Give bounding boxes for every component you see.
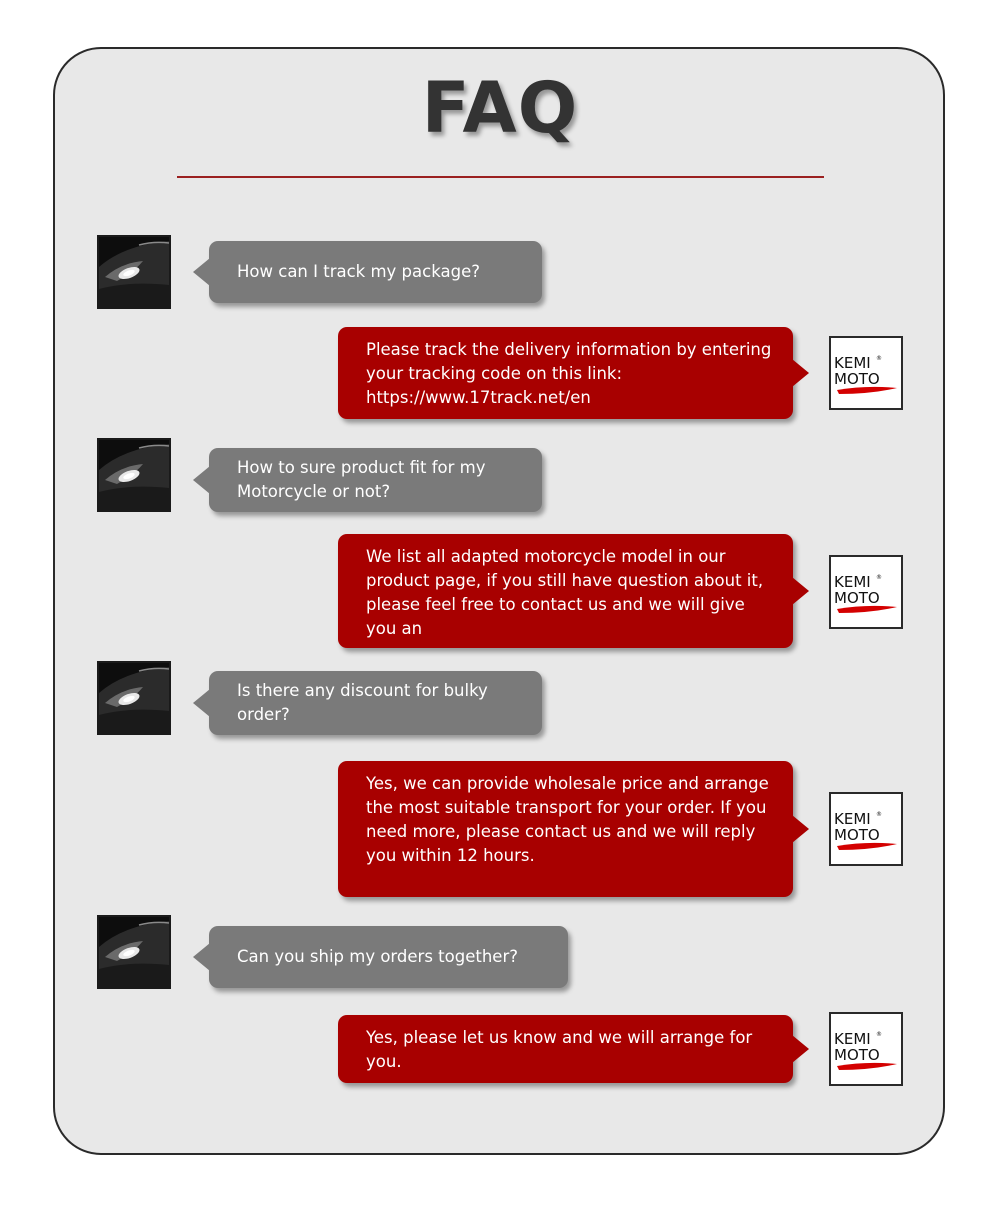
kemimoto-logo — [829, 1012, 903, 1086]
question-bubble — [209, 241, 542, 303]
svg-text:®: ® — [876, 355, 882, 362]
kemimoto-logo — [829, 555, 903, 629]
kemimoto-logo — [829, 336, 903, 410]
svg-text:KEMI: KEMI — [834, 1030, 871, 1048]
kemimoto-logo — [829, 792, 903, 866]
svg-text:®: ® — [876, 574, 882, 581]
answer-text: Please track the delivery information by entering your tracking code on this link: https://www.17track.net/en — [366, 340, 772, 407]
answer-text: Yes, we can provide wholesale price and arrange the most suitable transport for your order. If you need more, please contact us and we will reply you within 12 hours. — [366, 774, 769, 865]
svg-text:KEMI: KEMI — [834, 354, 871, 372]
svg-text:MOTO: MOTO — [834, 370, 880, 388]
page-title: FAQ — [421, 67, 579, 149]
answer-bubble — [338, 534, 793, 648]
question-bubble — [209, 671, 542, 735]
answer-bubble — [338, 1015, 793, 1083]
car-headlight-icon — [99, 237, 169, 307]
customer-avatar — [97, 235, 171, 309]
customer-avatar — [97, 438, 171, 512]
car-headlight-icon — [99, 917, 169, 987]
question-text: How to sure product fit for my Motorcycle or not? — [237, 458, 486, 501]
car-headlight-icon — [99, 663, 169, 733]
answer-text: We list all adapted motorcycle model in our product page, if you still have question about it, please feel free to contact us and we will give you an — [366, 547, 764, 638]
svg-text:®: ® — [876, 811, 882, 818]
answer-bubble — [338, 761, 793, 897]
svg-text:KEMI: KEMI — [834, 810, 871, 828]
answer-bubble — [338, 327, 793, 419]
customer-avatar — [97, 661, 171, 735]
svg-text:®: ® — [876, 1031, 882, 1038]
svg-text:KEMI: KEMI — [834, 573, 871, 591]
question-text: How can I track my package? — [237, 262, 480, 281]
svg-text:MOTO: MOTO — [834, 1046, 880, 1064]
customer-avatar — [97, 915, 171, 989]
answer-text: Yes, please let us know and we will arrange for you. — [366, 1028, 753, 1071]
question-bubble — [209, 926, 568, 988]
title-divider — [177, 176, 824, 178]
question-bubble — [209, 448, 542, 512]
car-headlight-icon — [99, 440, 169, 510]
svg-text:MOTO: MOTO — [834, 826, 880, 844]
question-text: Can you ship my orders together? — [237, 947, 518, 966]
svg-text:MOTO: MOTO — [834, 589, 880, 607]
question-text: Is there any discount for bulky order? — [237, 681, 488, 724]
